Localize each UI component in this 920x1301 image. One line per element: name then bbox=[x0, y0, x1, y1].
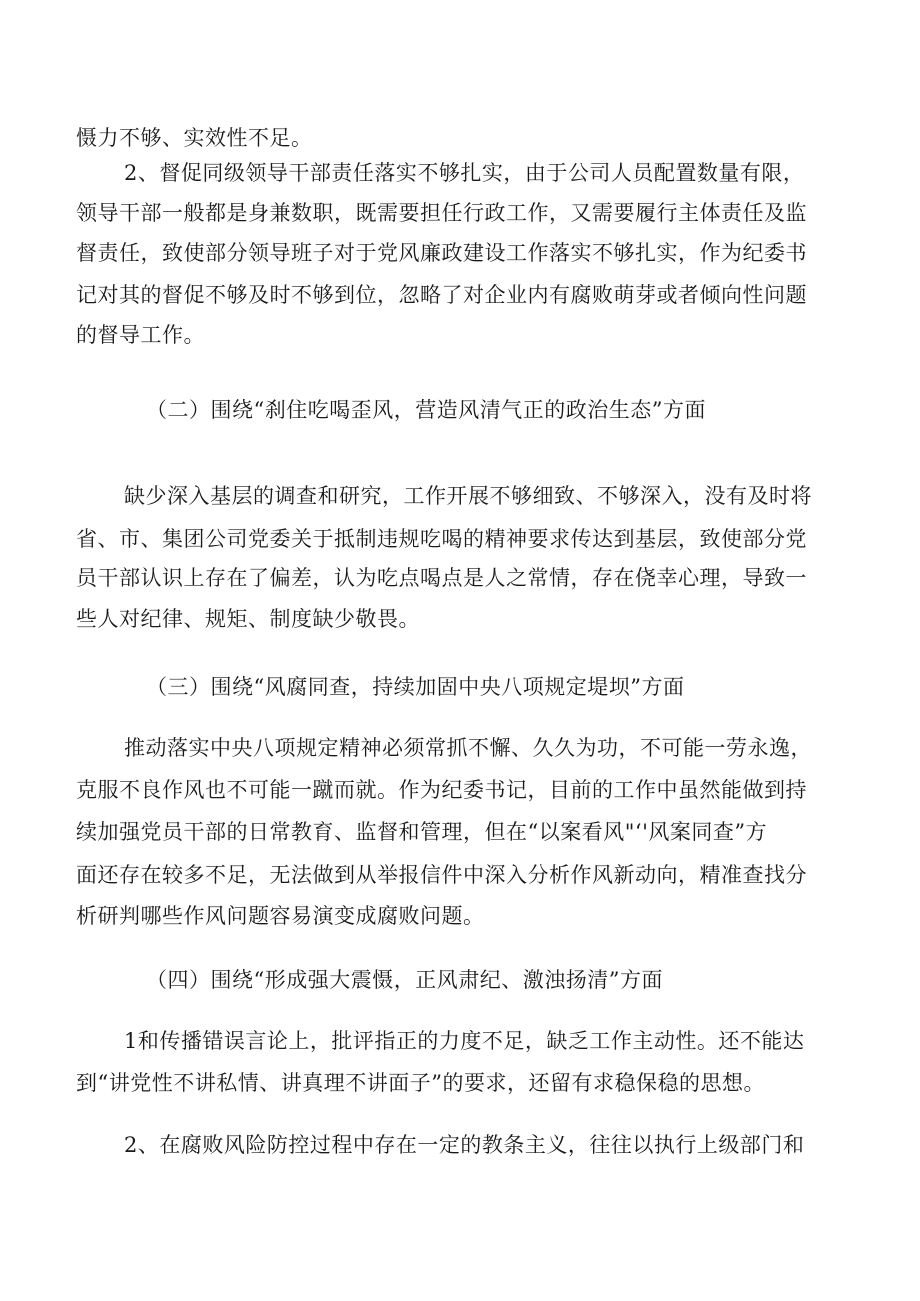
text-line: 推动落实中央八项规定精神必须常抓不懈、久久为功，不可能一劳永逸， bbox=[124, 736, 812, 760]
text-line: 记对其的督促不够及时不够到位，忽略了对企业内有腐败萌芽或者倾向性问题 bbox=[76, 283, 807, 307]
text-line: 面还存在较多不足，无法做到从举报信件中深入分析作风新动向，精准查找分 bbox=[76, 863, 807, 887]
section-heading: （四）围绕“形成强大震慑，正风肃纪、激浊扬清”方面 bbox=[146, 968, 663, 992]
text-line: 析研判哪些作风问题容易演变成腐败问题。 bbox=[76, 904, 485, 928]
text-line: 的督导工作。 bbox=[76, 323, 205, 347]
section-heading: （二）围绕“刹住吃喝歪风，营造风清气正的政治生态”方面 bbox=[146, 398, 706, 422]
text-line: 督责任，致使部分领导班子对于党风廉政建设工作落实不够扎实，作为纪委书 bbox=[76, 241, 807, 265]
section-heading: （三）围绕“风腐同查，持续加固中央八项规定堤坝”方面 bbox=[146, 675, 685, 699]
text-line: 1和传播错误言论上，批评指正的力度不足，缺乏工作主动性。还不能达 bbox=[124, 1029, 805, 1053]
text-line: 些人对纪律、规矩、制度缺少敬畏。 bbox=[76, 607, 420, 631]
text-line: 省、市、集团公司党委关于抵制违规吃喝的精神要求传达到基层，致使部分党 bbox=[76, 527, 807, 551]
text-line: 慑力不够、实效性不足。 bbox=[76, 126, 313, 150]
text-line: 2、督促同级领导干部责任落实不够扎实，由于公司人员配置数量有限， bbox=[124, 161, 805, 185]
text-line: 员干部认识上存在了偏差，认为吃点喝点是人之常情，存在侥幸心理，导致一 bbox=[76, 566, 807, 590]
text-line: 克服不良作风也不可能一蹴而就。作为纪委书记，目前的工作中虽然能做到持 bbox=[76, 778, 807, 802]
text-line: 2、在腐败风险防控过程中存在一定的教条主义，往往以执行上级部门和 bbox=[124, 1133, 805, 1157]
text-line: 续加强党员干部的日常教育、监督和管理，但在“以案看风"‘'风案同查”方 bbox=[76, 820, 768, 844]
text-line: 领导干部一般都是身兼数职，既需要担任行政工作，又需要履行主体责任及监 bbox=[76, 201, 807, 225]
text-line: 到“讲党性不讲私情、讲真理不讲面子”的要求，还留有求稳保稳的思想。 bbox=[76, 1071, 765, 1095]
text-line: 缺少深入基层的调查和研究，工作开展不够细致、不够深入，没有及时将 bbox=[124, 484, 812, 508]
